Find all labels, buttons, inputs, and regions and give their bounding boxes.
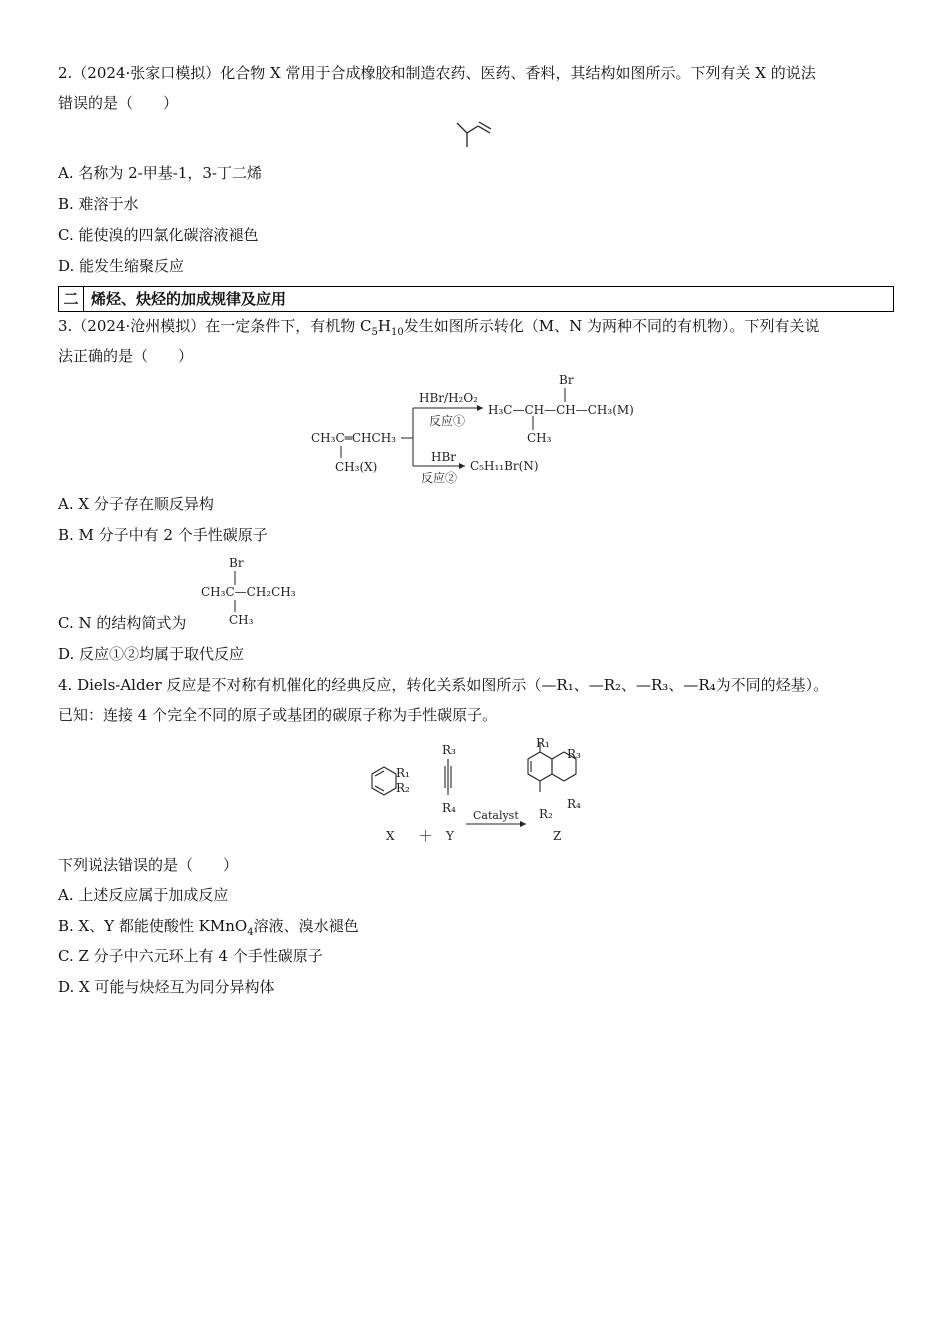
section-title: 烯烃、炔烃的加成规律及应用	[91, 290, 287, 308]
plus-sign: ＋	[418, 827, 434, 845]
q4-stem-line2: 已知：连接 4 个完全不同的原子或基团的碳原子称为手性碳原子。	[58, 706, 498, 724]
q2-option-c: C. 能使溴的四氯化碳溶液褪色	[58, 226, 259, 244]
x-r1: R₁	[396, 766, 410, 780]
q2-option-a: A. 名称为 2-甲基-1，3-丁二烯	[58, 164, 262, 182]
struct-ch3: CH₃	[229, 613, 254, 627]
struct-main: CH₃C—CH₂CH₃	[201, 585, 296, 599]
reaction-2-label: 反应②	[421, 471, 458, 485]
product-m-ch3: CH₃	[527, 431, 552, 445]
q3-stem-line1: 3.（2024·沧州模拟）在一定条件下，有机物 $C_5H_{10}$发生如图所示转化（M、N 为两种不同的有机物）。下列有关说	[58, 317, 820, 338]
q3-stem-line2: 法正确的是（ ）	[58, 347, 194, 365]
q4-option-a: A. 上述反应属于加成反应	[58, 886, 229, 904]
z-r1: R₁	[536, 736, 550, 750]
y-label: Y	[446, 829, 454, 843]
isoprene-structure	[452, 115, 498, 151]
reaction-1-label: 反应①	[429, 414, 466, 428]
q2-option-b: B. 难溶于水	[58, 195, 139, 213]
q4-stem-line1: 4. Diels-Alder 反应是不对称有机催化的经典反应，转化关系如图所示（—R₁、—R₂、—R₃、—R₄为不同的烃基）。	[58, 676, 829, 694]
q2-option-d: D. 能发生缩聚反应	[58, 257, 185, 275]
q3-option-b: B. M 分子中有 2 个手性碳原子	[58, 526, 268, 544]
product-n: C₅H₁₁Br(N)	[470, 459, 539, 473]
z-r3: R₃	[567, 747, 581, 761]
catalyst-label: Catalyst	[473, 809, 519, 822]
q4-question: 下列说法错误的是（ ）	[58, 856, 239, 874]
z-r4: R₄	[567, 797, 581, 811]
q3-reaction-scheme	[305, 370, 650, 485]
q2-stem-line2: 错误的是（ ）	[58, 94, 179, 112]
z-r2: R₂	[539, 807, 553, 821]
q2-stem-line1: 2.（2024·张家口模拟）化合物 X 常用于合成橡胶和制造农药、医药、香料，其结构如图所示。下列有关 X 的说法	[58, 64, 816, 82]
product-m: H₃C—CH—CH—CH₃(M)	[488, 403, 634, 417]
reagent-2: HBr	[431, 450, 457, 464]
y-r4: R₄	[442, 801, 456, 815]
z-label: Z	[553, 829, 562, 843]
struct-br: Br	[229, 556, 244, 570]
reagent-1: HBr/H₂O₂	[419, 391, 478, 405]
q4-option-d: D. X 可能与炔烃互为同分异构体	[58, 978, 275, 996]
q4-option-b: B. X、Y 都能使酸性 KMnO$_4$溶液、溴水褪色	[58, 917, 359, 938]
reactant-branch: CH₃(X)	[335, 460, 378, 474]
q3-option-d: D. 反应①②均属于取代反应	[58, 645, 245, 663]
q3-option-a: A. X 分子存在顺反异构	[58, 495, 214, 513]
y-r3: R₃	[442, 743, 456, 757]
section-header	[58, 286, 894, 312]
product-m-br: Br	[559, 373, 574, 387]
q3-option-c-structure	[198, 553, 310, 629]
q4-option-c: C. Z 分子中六元环上有 4 个手性碳原子	[58, 947, 323, 965]
q4-reaction-scheme	[360, 732, 600, 848]
x-label: X	[386, 829, 395, 843]
x-r2: R₂	[396, 781, 410, 795]
reactant-formula: CH₃C═CHCH₃	[311, 431, 396, 445]
section-number: 二	[59, 287, 84, 311]
q3-option-c: C. N 的结构简式为	[58, 614, 187, 632]
